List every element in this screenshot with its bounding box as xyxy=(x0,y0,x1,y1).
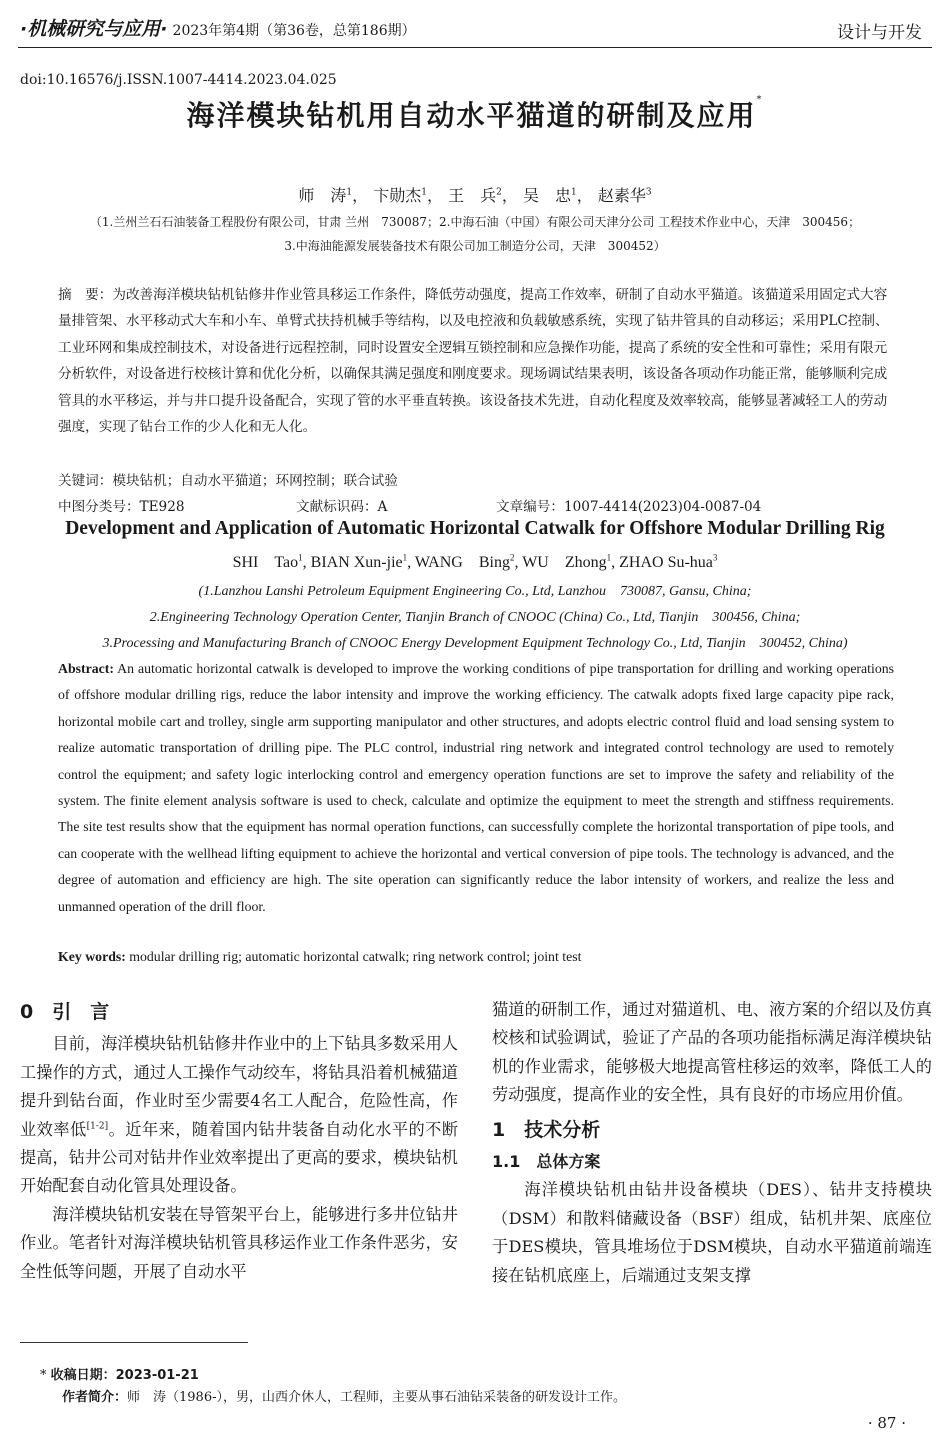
author-sep: ， xyxy=(352,186,369,205)
section-label: 设计与开发 xyxy=(837,23,922,43)
footnote-bio xyxy=(62,1386,626,1405)
author-sep: , xyxy=(611,554,620,571)
keywords-en-label: Key words: xyxy=(58,949,126,964)
authors-cn xyxy=(0,183,950,206)
overall-scheme-paragraph: 海洋模块钻机由钻井设备模块（DES）、钻井支持模块（DSM）和散料储藏设备（BSF）组成，钻机井架、底座位于DES模块，管具堆场位于DSM模块，自动水平猫道前端连接在钻机底座上，后端通过支架支撑 xyxy=(492,1180,932,1285)
author-en-sup: 2 xyxy=(509,552,515,563)
author-cn-sup: 3 xyxy=(645,187,652,198)
author-en: SHI Tao xyxy=(232,554,299,571)
keywords-en xyxy=(58,949,581,965)
received-date: 收稿日期：2023-01-21 xyxy=(50,1368,199,1383)
author-cn: 赵素华 xyxy=(597,186,646,205)
section-1-heading: 1 技术分析 xyxy=(492,1118,601,1141)
article-number: 文章编号：1007-4414(2023)04-0087-04 xyxy=(496,499,762,515)
clc-number: 中图分类号：TE928 xyxy=(58,499,185,515)
title-cn-text: 海洋模块钻机用自动水平猫道的研制及应用 xyxy=(186,99,757,132)
affiliation-en-line-3: 3.Processing and Manufacturing Branch of CNOOC Energy Development Equipment Technology Co., Ltd, Tianjin 300452, China) xyxy=(102,636,848,651)
running-header-left xyxy=(20,14,416,41)
author-sep: , xyxy=(407,554,415,571)
author-sep: , xyxy=(302,554,311,571)
author-en-sup: 3 xyxy=(712,552,718,563)
author-cn: 卞勋杰 xyxy=(373,186,422,205)
affiliation-en-line-2: 2.Engineering Technology Operation Center, Tianjin Branch of CNOOC (China) Co., Ltd, Tianjin 300456, China; xyxy=(149,610,801,625)
author-cn-sup: 2 xyxy=(496,187,502,198)
author-cn-sup: 1 xyxy=(346,187,353,198)
journal-name: ·机械研究与应用· xyxy=(20,18,168,40)
author-cn: 王 兵 xyxy=(448,186,497,205)
author-en: WANG Bing xyxy=(414,554,510,571)
abstract-cn xyxy=(58,282,896,440)
author-en: BIAN Xun-jie xyxy=(310,554,403,571)
title-en: Development and Application of Automatic Horizontal Catwalk for Offshore Modular Drilling Rig xyxy=(65,518,885,539)
footnote-received: * 收稿日期：2023-01-21 xyxy=(40,1368,199,1383)
author-sep: ， xyxy=(576,186,593,205)
bio-text: 师 涛（1986-），男，山西介休人，工程师，主要从事石油钻采装备的研发设计工作。 xyxy=(127,1390,626,1405)
doi: doi:10.16576/j.ISSN.1007-4414.2023.04.025 xyxy=(20,72,337,88)
header-rule xyxy=(18,47,932,48)
author-en-sup: 1 xyxy=(402,552,408,563)
author-en-sup: 1 xyxy=(298,552,303,563)
author-sep: , xyxy=(514,554,523,571)
intro-paragraph-2-continued: 猫道的研制工作，通过对猫道机、电、液方案的介绍以及仿真校核和试验调试，验证了产品的各项功能指标满足海洋模块钻机的作业需求，能够极大地提高管柱移运的效率，降低工人的劳动强度，提高作业的安全性，具有良好的市场应用价值。 xyxy=(492,1000,932,1105)
affiliation-cn-line-2: 3.中海油能源发展装备技术有限公司加工制造分公司，天津 300452） xyxy=(284,239,666,253)
author-cn-sup: 1 xyxy=(571,187,577,198)
author-cn: 师 涛 xyxy=(298,186,347,205)
section-0-heading: 0 引 言 xyxy=(20,1001,110,1023)
abstract-en xyxy=(58,656,894,920)
abstract-cn-label: 摘 要： xyxy=(58,287,113,303)
body-column-left xyxy=(20,996,458,1286)
intro-paragraph-2: 海洋模块钻机安装在导管架平台上，能够进行多井位钻井作业。笔者针对海洋模块钻机管具移运作业工作条件恶劣，安全性低等问题，开展了自动水平 xyxy=(20,1204,458,1281)
author-en-sup: 1 xyxy=(606,552,612,563)
keywords-en-text: modular drilling rig; automatic horizontal catwalk; ring network control; joint test xyxy=(125,949,582,964)
intro-paragraph-1 xyxy=(20,1030,458,1200)
author-sep: ， xyxy=(501,186,518,205)
title-footnote-mark: * xyxy=(756,94,764,105)
author-en: ZHAO Su-hua xyxy=(619,554,713,571)
abstract-en-text: An automatic horizontal catwalk is developed to improve the working conditions of pipe transportation for drilling and working operations of offshore modular drilling rigs, reduce the labor intensity and improve the working efficiency. The catwalk adopts fixed large capacity pipe rack, horizontal mobile cart and trolley, single arm supporting manipulator and other structures, and adopts electric control fluid and load sensing system to realize automatic transportation of drilling pipe. The PLC control, industrial ring network and integrated control technology are used to remotely control the equipment; and safety logic interlocking control and emergency operation functions are set to improve the safety and reliability of the system. The finite element analysis software is used to check, calculate and optimize the equipment to meet the strength and stiffness requirements. The site test results show that the equipment has normal operation functions, can successfully complete the horizontal transportation of pipe tools, and can cooperate with the wellhead lifting equipment to achieve the horizontal and vertical conversion of pipe tools. The technology is advanced, and the degree of automation and efficiency are high. The site operation can significantly reduce the labor intensity of workers, and realize the less and unmanned operation of the drill floor. xyxy=(58,661,894,914)
section-1-1-heading: 1.1 总体方案 xyxy=(492,1152,601,1172)
abstract-en-label: Abstract: xyxy=(58,661,114,676)
author-en: WU Zhong xyxy=(522,554,607,571)
keywords-cn: 关键词：模块钻机；自动水平猫道；环网控制；联合试验 xyxy=(58,473,398,489)
issue-info: 2023年第4期（第36卷，总第186期） xyxy=(172,23,416,39)
abstract-cn-text: 为改善海洋模块钻机钻修井作业管具移运工作条件，降低劳动强度，提高工作效率，研制了自动水平猫道。该猫道采用固定式大容量排管架、水平移动式大车和小车、单臂式扶持机械手等结构，以及电控液和负载敏感系统，实现了钻井管具的自动移运；采用PLC控制、工业环网和集成控制技术，对设备进行远程控制，同时设置安全逻辑互锁控制和应急操作功能，提高了系统的安全性和可靠性；采用有限元分析软件，对设备进行校核计算和优化分析，以确保其满足强度和刚度要求。现场调试结果表明，该设备各项动作功能正常，能够顺利完成管具的水平移运，并与井口提升设备配合，实现了管的水平垂直转换。该设备技术先进，自动化程度及效率较高，能够显著减轻工人的劳动强度，实现了钻台工作的少人化和无人化。 xyxy=(58,287,889,436)
bio-label: 作者简介： xyxy=(62,1390,128,1405)
author-cn-sup: 1 xyxy=(421,187,428,198)
footnote-rule xyxy=(20,1342,248,1343)
document-code: 文献标识码：A xyxy=(296,499,388,515)
affiliation-en-line-1: (1.Lanzhou Lanshi Petroleum Equipment Engineering Co., Ltd, Lanzhou 730087, Gansu, China; xyxy=(198,584,752,599)
author-cn: 吴 忠 xyxy=(522,186,571,205)
title-cn xyxy=(0,94,950,134)
author-sep: ， xyxy=(427,186,444,205)
authors-en xyxy=(0,549,950,572)
intro-p1-text: 目前，海洋模块钻机钻修井作业中的上下钻具多数采用人工操作的方式，通过人工操作气动绞车，将钻具沿着机械猫道提升到钻台面，作业时至少需要4名工人配合，危险性高，作业效率低 xyxy=(20,1034,458,1139)
body-column-right xyxy=(492,996,932,1290)
citation: [1-2] xyxy=(86,1121,109,1132)
intro-p1-text-cont: 。近年来，随着国内钻井装备自动化水平的不断提高，钻井公司对钻井作业效率提出了更高的要求，模块钻机开始配套自动化管具处理设备。 xyxy=(20,1119,459,1196)
page-number: · 87 · xyxy=(867,1414,906,1432)
affiliation-cn-line-1: （1.兰州兰石石油装备工程股份有限公司，甘肃 兰州 730087；2.中海石油（中国）有限公司天津分公司 工程技术作业中心，天津 300456； xyxy=(89,215,861,229)
